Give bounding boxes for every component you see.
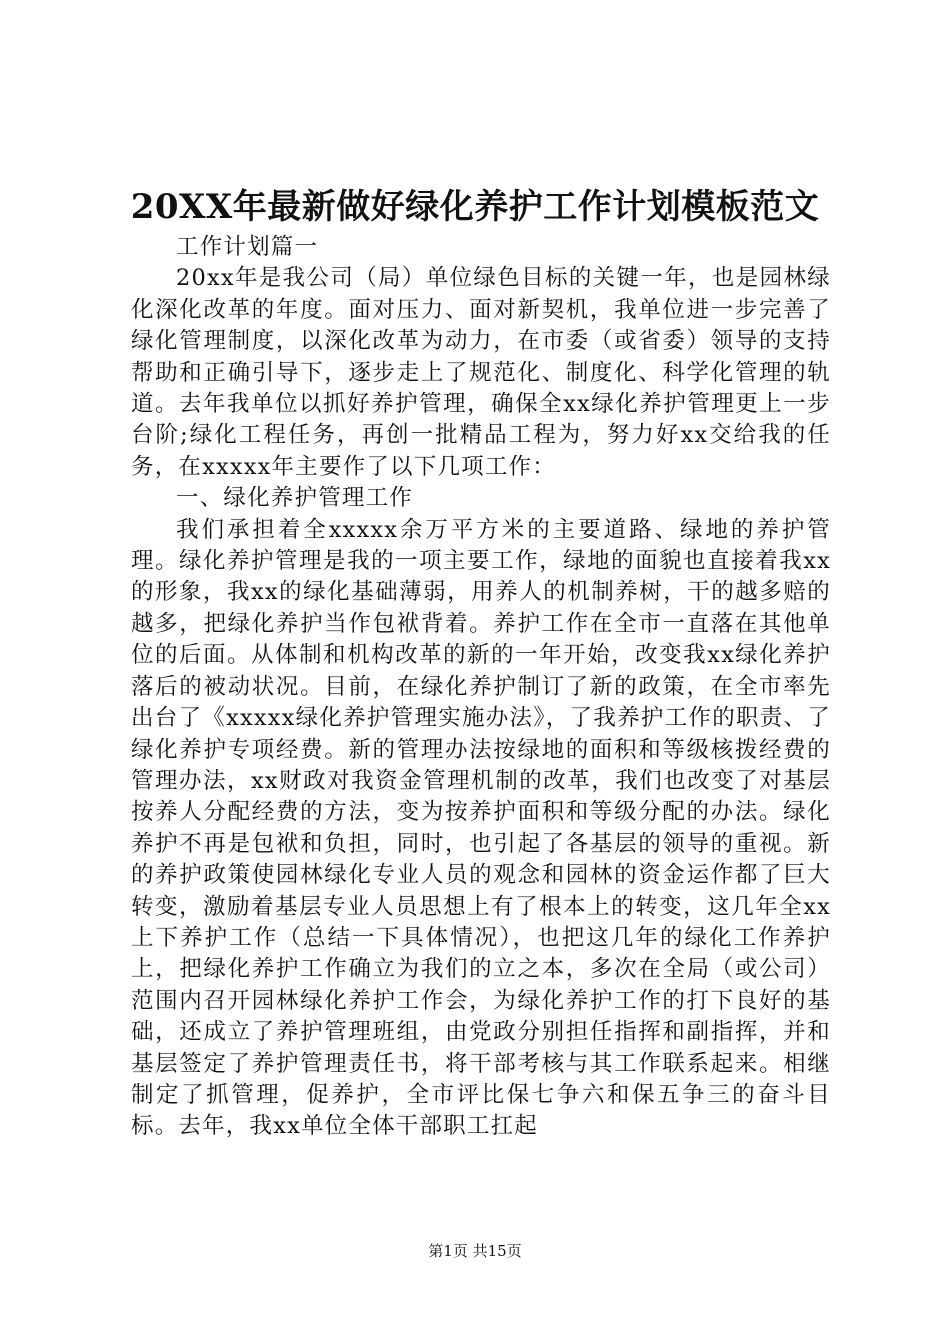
maintenance-paragraph: 我们承担着全xxxxx余万平方米的主要道路、绿地的养护管理。绿化养护管理是我的一项主要工作，绿地的面貌也直接着我xx的形象，我xx的绿化基础薄弱，用养人的机制养树，干的越多赔的越多，把绿化养护当作包袱背着。养护工作在全市一直落在其他单位的后面。从体制和机构改革的新的一年开始，改变我xx绿化养护落后的被动状况。目前，在绿化养护制订了新的政策，在全市率先出台了《xxxxx绿化养护管理实施办法》，了我养护工作的职责、了绿化养护专项经费。新的管理办法按绿地的面积和等级核拨经费的管理办法，xx财政对我资金管理机制的改革，我们也改变了对基层按养人分配经费的方法，变为按养护面积和等级分配的办法。绿化养护不再是包袱和负担，同时，也引起了各基层的领导的重视。新的养护政策使园林绿化专业人员的观念和园林的资金运作都了巨大转变，激励着基层专业人员思想上有了根本上的转变，这几年全xx上下养护工作（总结一下具体情况），也把这几年的绿化工作养护上，把绿化养护工作确立为我们的立之本，多次在全局（或公司）范围内召开园林绿化养护工作会，为绿化养护工作的打下良好的基础，还成立了养护管理班组，由党政分别担任指挥和副指挥，并和基层签定了养护管理责任书，将干部考核与其工作联系起来。相继制定了抓管理，促养护，全市评比保七争六和保五争三的奋斗目标。去年，我xx单位全体干部职工扛起: [131, 516, 831, 1140]
section-heading-greening-maintenance: 一、绿化养护管理工作: [176, 485, 414, 512]
section-heading-plan-one: 工作计划篇一: [176, 234, 319, 260]
document-body: [131, 232, 831, 1143]
document-title: 20XX年最新做好绿化养护工作计划模板范文: [130, 187, 820, 227]
page-number-footer: 第1页 共15页: [428, 1242, 522, 1260]
intro-paragraph: 20xx年是我公司（局）单位绿色目标的关键一年，也是园林绿化深化改革的年度。面对压力、面对新契机，我单位进一步完善了绿化管理制度，以深化改革为动力，在市委（或省委）领导的支持帮助和正确引导下，逐步走上了规范化、制度化、科学化管理的轨道。去年我单位以抓好养护管理，确保全xx绿化养护管理更上一步台阶;绿化工程任务，再创一批精品工程为，努力好xx交给我的任务，在xxxxx年主要作了以下几项工作：: [131, 265, 831, 480]
